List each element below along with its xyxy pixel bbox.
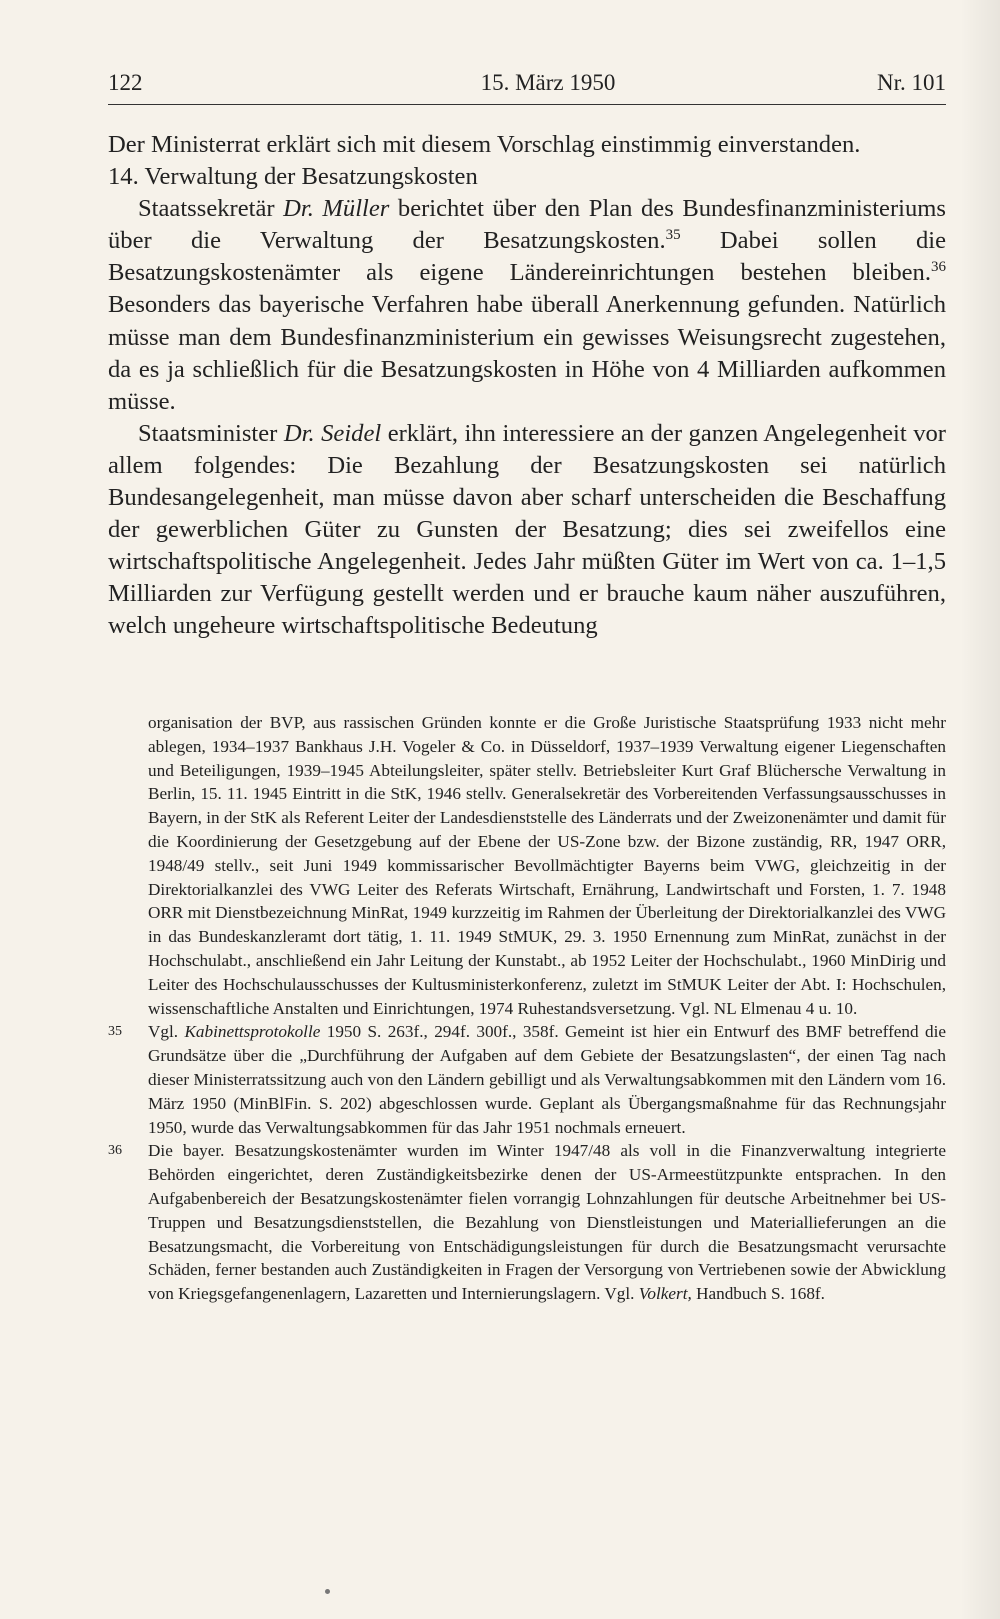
paragraph-mueller [108, 193, 946, 418]
footnote-36 [108, 1139, 946, 1306]
text-run: Staatsminister [138, 419, 284, 447]
text-run: Vgl. [148, 1022, 185, 1042]
text-run: erklärt, ihn interessiere an der ganzen Angelegenheit vor allem folgendes: Die Bezahlung der Besatzungskosten sei natürlich Bundesangelegenheit, man müsse davon aber scharf unterscheiden die Beschaffung der gewerblichen Güter zu Gunsten der Besatzung; dies sei zweifellos eine wirtschaftspolitische Angelegenheit. Jedes Jahr müßten Güter im Wert von ca. 1–1,5 Milliarden zur Verfügung gestellt werden und er brauche kaum näher auszuführen, welch ungeheure wirtschaftspolitische Bedeutung [108, 419, 946, 640]
author-name: Volkert, [638, 1284, 692, 1304]
text-run: Die bayer. Besatzungskostenämter wurden im Winter 1947/48 als voll in die Finanzverwaltung integrierte Behörden eingerichtet, deren Zuständigkeitsbezirke denen der US-Armeestützpunkte entsprachen. In den Aufgabenbereich der Besatzungskostenämter fielen vorrangig Lohnzahlungen für deutsche Arbeitnehmer bei US-Truppen und Besatzungsdienststellen, die Bezahlung von Dienstleistungen und Materiallieferungen an die Besatzungsmacht, die Vorbereitung von Entschädigungsleistungen für durch die Besatzungsmacht verursachte Schäden, ferner bestanden auch Zuständigkeiten in Fragen der Versorgung von Vertriebenen sowie der Abwicklung von Kriegsgefangenenlagern, Lazaretten und Internierungslagern. Vgl. [148, 1141, 946, 1304]
page-number: 122 [108, 70, 143, 95]
text-run: 1950 S. 263f., 294f. 300f., 358f. Gemeint ist hier ein Entwurf des BMF betreffend die Grundsätze über die „Durchführung der Aufgaben auf dem Gebiete der Besatzungslasten“, der einen Tag nach dieser Ministerratssitzung auch von den Ländern gebilligt und als Verwaltungsabkommen mit den Ländern vom 16. März 1950 (MinBlFin. S. 202) abgeschlossen wurde. Geplant als Übergangsmaßnahme für das Rechnungsjahr 1950, wurde das Verwaltungsabkommen für das Jahr 1951 nochmals erneuert. [148, 1022, 946, 1137]
footnote-number: 35 [108, 1024, 122, 1040]
paragraph-seidel [108, 418, 946, 643]
footnote-ref-35[interactable]: 35 [665, 227, 681, 244]
text-run: Dabei sollen die Besatzungskostenämter als eigene Ländereinrichtungen bestehen bleiben. [108, 227, 946, 287]
text-run: Staatssekretär [138, 195, 284, 223]
text-run: berichtet über den Plan des Bundesfinanzministeriums über die Verwaltung der Besatzungskosten. [108, 195, 946, 255]
running-header [108, 64, 946, 105]
footnote-35 [108, 1020, 946, 1139]
text-run: Besonders das bayerische Verfahren habe überall Anerkennung gefunden. Natürlich müsse man dem Bundesfinanzministerium ein gewisses Weisungsrecht zugestehen, da es ja schließlich für die Besatzungskosten in Höhe von 4 Milliarden aufkommen müsse. [108, 291, 946, 415]
page-mark [325, 1589, 330, 1594]
main-text [108, 129, 946, 643]
document-number: Nr. 101 [877, 70, 946, 95]
footnote-ref-36[interactable]: 36 [931, 259, 946, 276]
footnote-continuation: organisation der BVP, aus rassischen Gründen konnte er die Große Juristische Staatsprüfung 1933 nicht mehr ablegen, 1934–1937 Bankhaus J.H. Vogeler & Co. in Düsseldorf, 1937–1939 Verwaltung eigener Liegenschaften und Beteiligungen, 1939–1945 Abteilungsleiter, später stellv. Betriebsleiter Kurt Graf Blüchersche Verwaltung in Berlin, 15. 11. 1945 Eintritt in die StK, 1946 stellv. Generalsekretär des Vorbereitenden Verfassungsausschusses in Bayern, in der StK als Referent Leiter der Landesdienststelle des Länderrats und der Zweizonenämter und damit für die Koordinierung der Gesetzgebung auf der Ebene der US-Zone bzw. der Bizone zuständig, RR, 1947 ORR, 1948/49 stellv., seit Juni 1949 kommissarischer Bevollmächtigter Bayerns beim VWG, gleichzeitig in der Direktorialkanzlei des VWG Leiter des Referats Wirtschaft, Ernährung, Landwirtschaft und Forsten, 1. 7. 1948 ORR mit Dienstbezeichnung MinRat, 1949 kurzzeitig im Rahmen der Überleitung der Direktorialkanzlei des VWG in das Bundeskanzleramt dort tätig, 1. 11. 1949 StMUK, 29. 3. 1950 Ernennung zum MinRat, zunächst in der Hochschulabt., anschließend ein Jahr Leitung der Kunstabt., ab 1952 Leiter der Hochschulabt., 1960 MinDirig und Leiter des Hochschulausschusses der Kultusministerkonferenz, zuletzt im StMUK Leiter der Abt. I: Hochschulen, wissenschaftliche Anstalten und Einrichtungen, 1974 Ruhestandsversetzung. Vgl. NL Elmenau 4 u. 10. [148, 713, 946, 1018]
publication-title: Kabinettsprotokolle [184, 1022, 321, 1042]
person-name: Dr. Müller [283, 195, 390, 223]
header-date: 15. März 1950 [480, 70, 616, 95]
paragraph-agreement: Der Ministerrat erklärt sich mit diesem Vorschlag einstimmig einverstanden. [108, 131, 861, 158]
footnotes [108, 711, 946, 1306]
person-name: Dr. Seidel [283, 419, 382, 447]
agenda-heading: 14. Verwaltung der Besatzungskosten [108, 163, 478, 191]
text-run: Handbuch S. 168f. [691, 1284, 825, 1304]
page-edge-shadow [960, 0, 1000, 1619]
footnote-number: 36 [108, 1143, 122, 1159]
